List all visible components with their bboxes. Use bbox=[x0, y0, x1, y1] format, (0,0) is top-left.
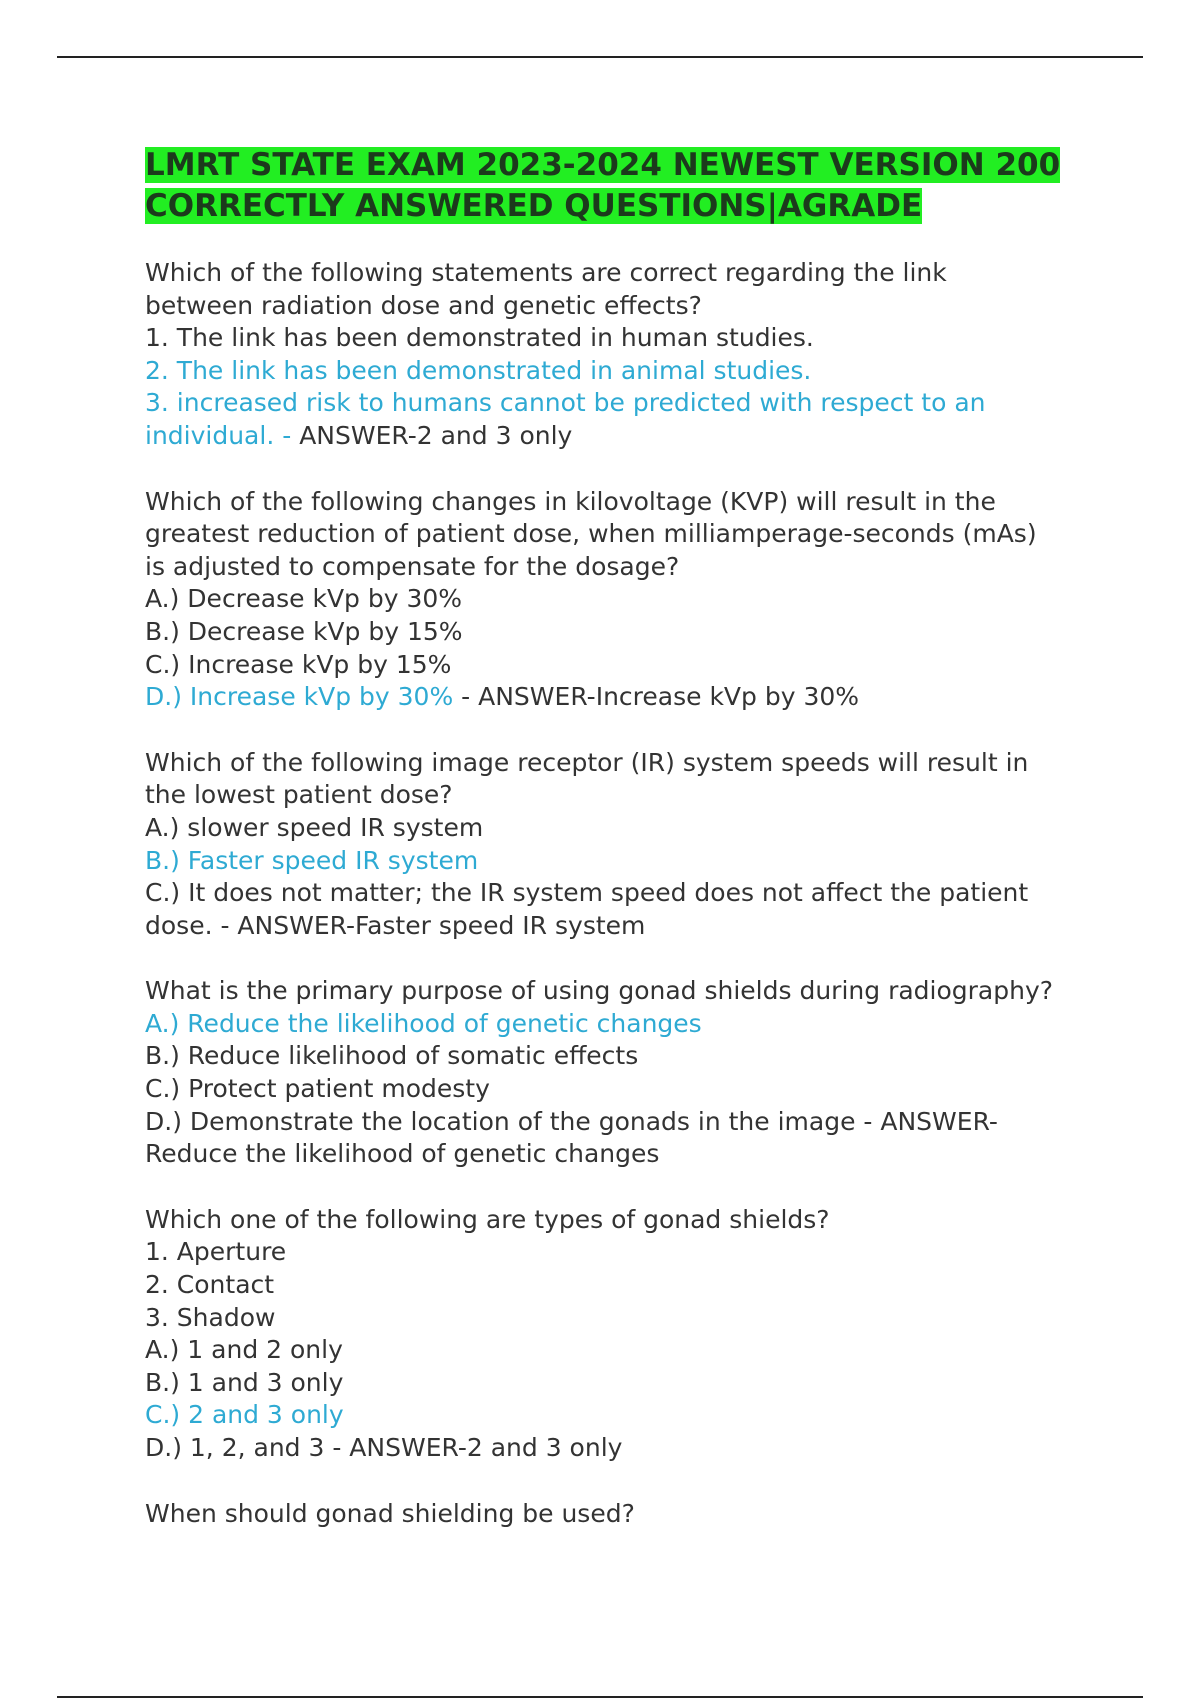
option-answer-line bbox=[145, 420, 1065, 453]
question-4 bbox=[145, 975, 1065, 1171]
question-stem: the lowest patient dose? bbox=[145, 780, 453, 810]
option-correct: 2. The link has been demonstrated in animal studies. bbox=[145, 355, 812, 385]
option-correct: D.) Increase kVp by 30% bbox=[145, 682, 454, 712]
option: B.) 1 and 3 only bbox=[145, 1367, 344, 1397]
option: C.) It does not matter; the IR system speed does not affect the patient bbox=[145, 878, 1029, 908]
header-rule bbox=[57, 56, 1143, 58]
option: 3. Shadow bbox=[145, 1302, 276, 1332]
question-3 bbox=[145, 747, 1065, 943]
option: C.) Increase kVp by 15% bbox=[145, 649, 452, 679]
answer-text: Reduce the likelihood of genetic changes bbox=[145, 1139, 660, 1169]
option: A.) slower speed IR system bbox=[145, 812, 484, 842]
option-correct: 3. increased risk to humans cannot be predicted with respect to an bbox=[145, 388, 986, 418]
question-stem: Which one of the following are types of gonad shields? bbox=[145, 1204, 830, 1234]
option-correct: C.) 2 and 3 only bbox=[145, 1400, 344, 1430]
option-correct: individual. - bbox=[145, 420, 292, 450]
option: 2. Contact bbox=[145, 1270, 275, 1300]
footer-rule bbox=[57, 1696, 1143, 1698]
option: B.) Reduce likelihood of somatic effects bbox=[145, 1041, 639, 1071]
question-5 bbox=[145, 1204, 1065, 1465]
question-1 bbox=[145, 257, 1065, 453]
question-stem: is adjusted to compensate for the dosage? bbox=[145, 551, 680, 581]
option: D.) Demonstrate the location of the gonads in the image - ANSWER- bbox=[145, 1106, 998, 1136]
title-highlight: LMRT STATE EXAM 2023-2024 NEWEST VERSION 200 CORRECTLY ANSWERED QUESTIONS|AGRADE bbox=[145, 147, 1061, 224]
question-stem: Which of the following statements are correct regarding the link bbox=[145, 258, 947, 287]
option-correct: B.) Faster speed IR system bbox=[145, 845, 479, 875]
option: B.) Decrease kVp by 15% bbox=[145, 616, 463, 646]
option: 1. The link has been demonstrated in human studies. bbox=[145, 323, 814, 353]
question-stem: greatest reduction of patient dose, when milliamperage-seconds (mAs) bbox=[145, 519, 1037, 549]
question-stem: Which of the following changes in kilovoltage (KVP) will result in the bbox=[145, 486, 996, 516]
document-title bbox=[145, 145, 1065, 227]
option: C.) Protect patient modesty bbox=[145, 1074, 490, 1104]
option-correct: A.) Reduce the likelihood of genetic changes bbox=[145, 1008, 702, 1038]
question-stem: Which of the following image receptor (IR) system speeds will result in bbox=[145, 747, 1029, 777]
option-answer-line bbox=[145, 681, 1065, 714]
answer-text: ANSWER-2 and 3 only bbox=[291, 420, 573, 450]
question-stem: What is the primary purpose of using gonad shields during radiography? bbox=[145, 976, 1054, 1006]
option: 1. Aperture bbox=[145, 1237, 287, 1267]
question-2 bbox=[145, 486, 1065, 714]
option: A.) Decrease kVp by 30% bbox=[145, 584, 463, 614]
answer-text: D.) 1, 2, and 3 - ANSWER-2 and 3 only bbox=[145, 1433, 623, 1462]
question-stem: between radiation dose and genetic effects? bbox=[145, 290, 702, 320]
option: A.) 1 and 2 only bbox=[145, 1335, 343, 1365]
document-body bbox=[145, 145, 1065, 1563]
answer-text: dose. - ANSWER-Faster speed IR system bbox=[145, 910, 646, 940]
question-6 bbox=[145, 1498, 1065, 1531]
answer-text: - ANSWER-Increase kVp by 30% bbox=[453, 682, 860, 712]
question-stem: When should gonad shielding be used? bbox=[145, 1498, 635, 1528]
